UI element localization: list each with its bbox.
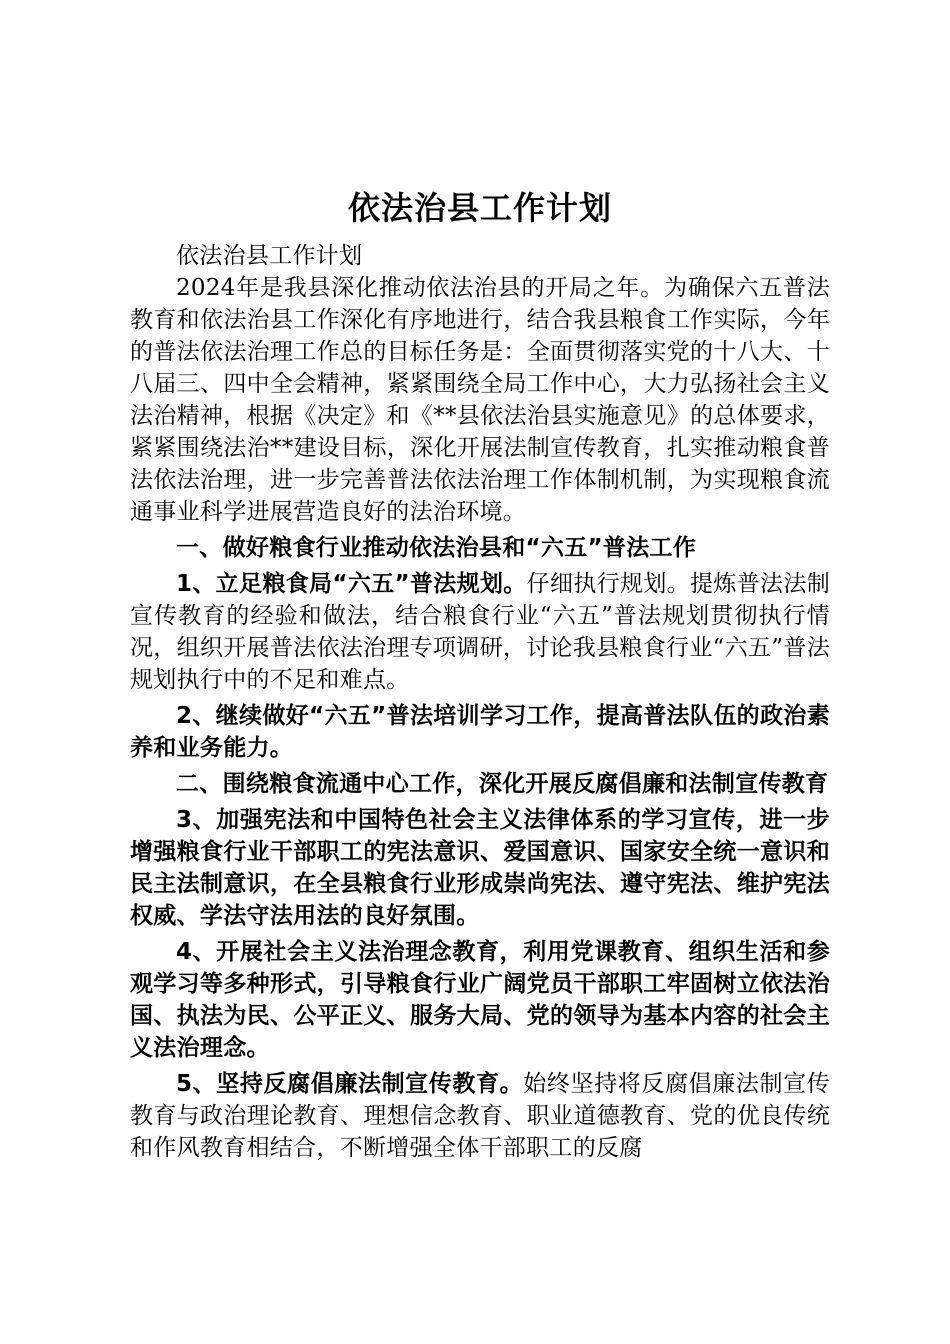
document-title: 依法治县工作计划 bbox=[347, 189, 612, 227]
item-2-paragraph: 2、继续做好“六五”普法培训学习工作，提高普法队伍的政治素养和业务能力。 bbox=[130, 703, 830, 761]
item-3-paragraph: 3、加强宪法和中国特色社会主义法律体系的学习宣传，进一步增强粮食行业干部职工的宪法意识、爱国意识、国家安全统一意识和民主法制意识，在全县粮食行业形成崇尚宪法、遵守宪法、维护宪法权威、学法守法用法的良好氛围。 bbox=[130, 807, 830, 929]
item-5-body: 始终坚持将反腐倡廉法制宣传教育与政治理论教育、理想信念教育、职业道德教育、党的优良传统和作风教育相结合，不断增强全体干部职工的反腐 bbox=[130, 1071, 830, 1161]
item-5-lead: 5、坚持反腐倡廉法制宣传教育。 bbox=[176, 1071, 524, 1097]
document-subtitle: 依法治县工作计划 bbox=[176, 243, 363, 269]
document-page bbox=[130, 186, 830, 1164]
item-5-paragraph bbox=[130, 1068, 830, 1164]
item-1-paragraph bbox=[130, 568, 830, 696]
intro-paragraph: 2024年是我县深化推动依法治县的开局之年。为确保六五普法教育和依法治县工作深化有序地进行，结合我县粮食工作实际，今年的普法依法治理工作总的目标任务是：全面贯彻落实党的十八大、十八届三、四中全会精神，紧紧围绕全局工作中心，大力弘扬社会主义法治精神，根据《决定》和《**县依法治县实施意见》的总体要求，紧紧围绕法治**建设目标，深化开展法制宣传教育，扎实推动粮食普法依法治理，进一步完善普法依法治理工作体制机制，为实现粮食流通事业科学进展营造良好的法治环境。 bbox=[130, 275, 830, 525]
item-4-paragraph: 4、开展社会主义法治理念教育，利用党课教育、组织生活和参观学习等多种形式，引导粮食行业广阔党员干部职工牢固树立依法治国、执法为民、公平正义、服务大局、党的领导为基本内容的社会主义法治理念。 bbox=[130, 939, 830, 1061]
section-2-heading: 二、围绕粮食流通中心工作，深化开展反腐倡廉和法制宣传教育 bbox=[176, 771, 829, 797]
item-1-lead: 1、立足粮食局“六五”普法规划。 bbox=[176, 571, 527, 597]
section-1-heading: 一、做好粮食行业推动依法治县和“六五”普法工作 bbox=[176, 535, 697, 561]
item-1-body: 仔细执行规划。提炼普法法制宣传教育的经验和做法，结合粮食行业“六五”普法规划贯彻执行情况，组织开展普法依法治理专项调研，讨论我县粮食行业“六五”普法规划执行中的不足和难点。 bbox=[130, 571, 830, 693]
